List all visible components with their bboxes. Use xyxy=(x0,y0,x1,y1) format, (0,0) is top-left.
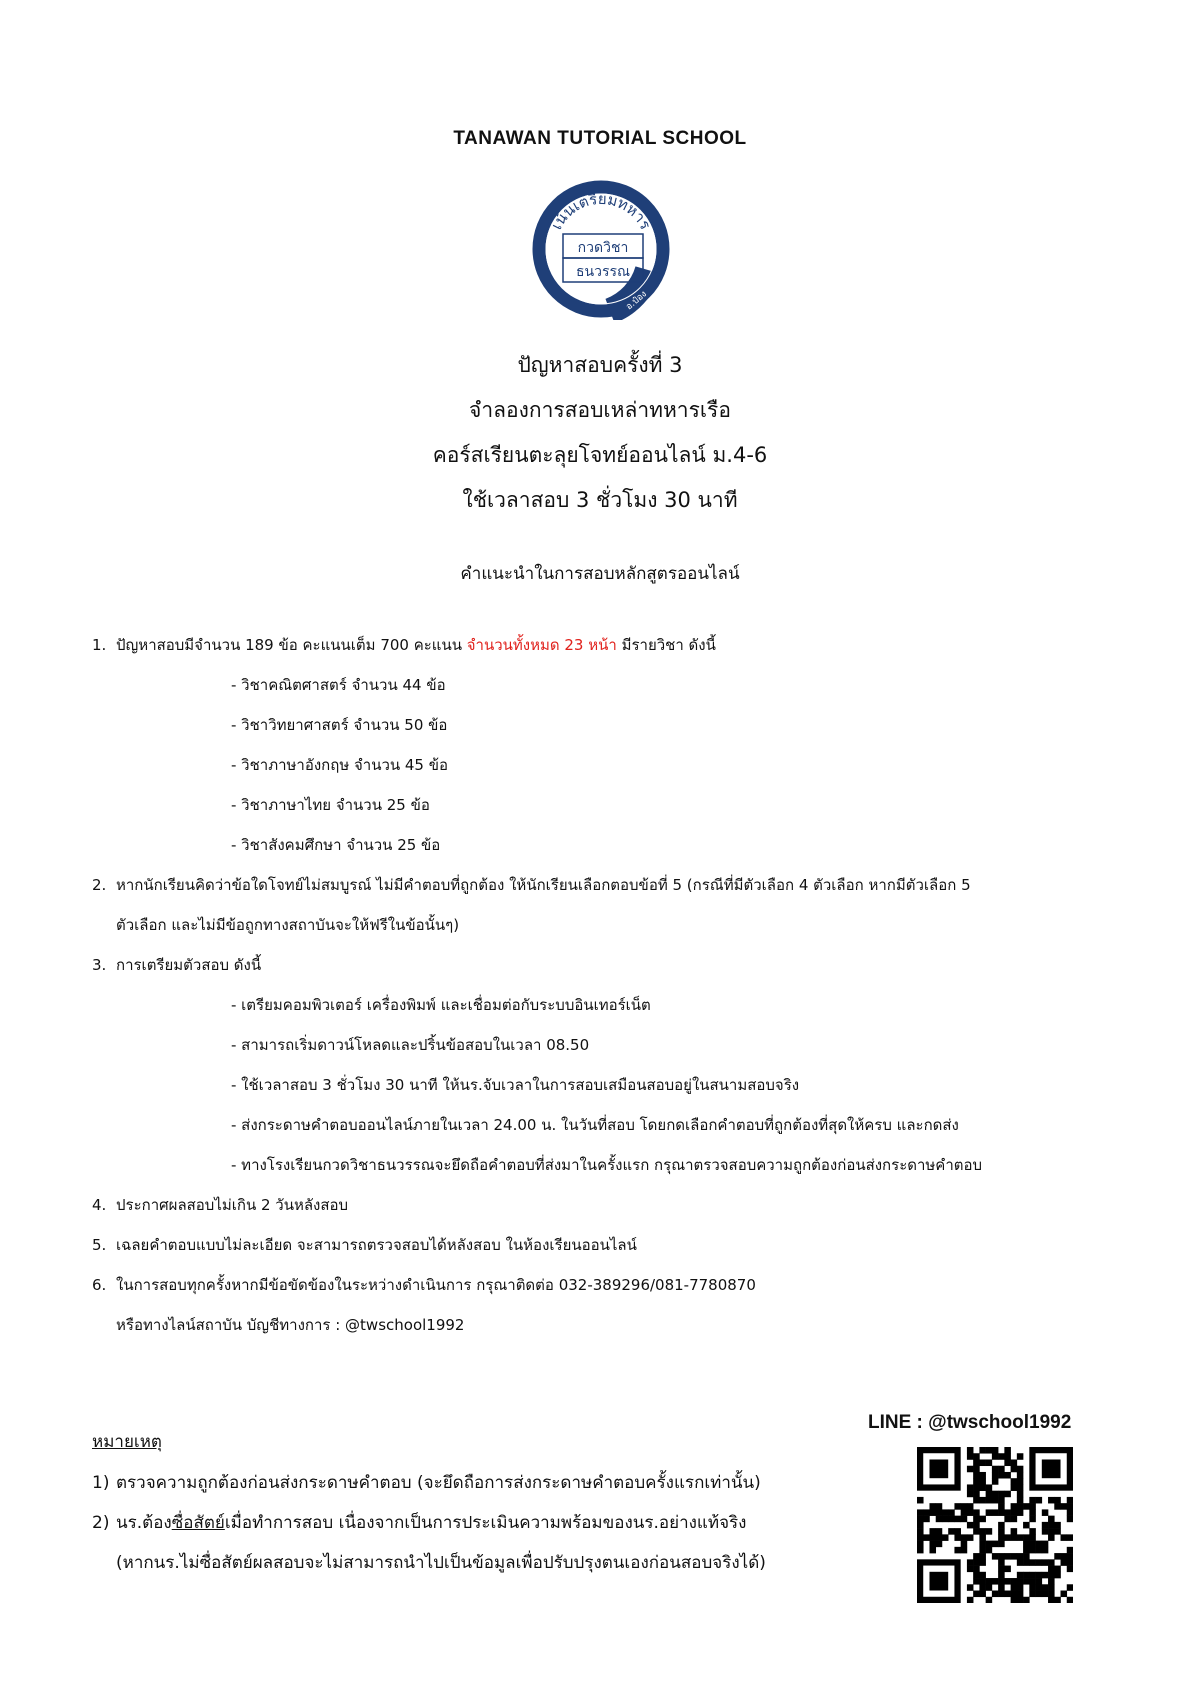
note-continuation: (หากนร.ไม่ซื่อสัตย์ผลสอบจะไม่สามารถนำไปเป็นข้อมูลเพื่อปรับปรุงตนเองก่อนสอบจริงได้) xyxy=(116,1553,766,1573)
item-text: เฉลยคำตอบแบบไม่ละเอียด จะสามารถตรวจสอบได้หลังสอบ ในห้องเรียนออนไลน์ xyxy=(116,1236,637,1254)
list-item xyxy=(92,865,1092,905)
qr-finder-pattern xyxy=(1042,1459,1061,1478)
sub-item: - วิชาคณิตศาสตร์ จำนวน 44 ข้อ xyxy=(231,676,446,694)
item-number: 2. xyxy=(92,876,107,894)
item-continuation: หรือทางไลน์สถาบัน บัญชีทางการ : @twschool1992 xyxy=(116,1316,465,1334)
list-item xyxy=(92,1225,1092,1265)
item-text: หากนักเรียนคิดว่าข้อใดโจทย์ไม่สมบูรณ์ ไม่มีคำตอบที่ถูกต้อง ให้นักเรียนเลือกตอบข้อที่ 5 (กรณีที่มีตัวเลือก 4 ตัวเลือก หากมีตัวเลือก 5 xyxy=(116,876,971,894)
qr-finder-pattern xyxy=(929,1459,948,1478)
list-item xyxy=(92,945,1092,985)
item-number: 1. xyxy=(92,636,107,654)
item-text: การเตรียมตัวสอบ ดังนี้ xyxy=(116,956,262,974)
list-item xyxy=(92,625,1092,665)
notes-list xyxy=(92,1463,852,1583)
sub-item: - วิชาวิทยาศาสตร์ จำนวน 50 ข้อ xyxy=(231,716,448,734)
sub-item: - ใช้เวลาสอบ 3 ชั่วโมง 30 นาที ให้นร.จับเวลาในการสอบเสมือนสอบอยู่ในสนามสอบจริง xyxy=(231,1076,800,1094)
list-item xyxy=(92,1265,1092,1305)
list-item xyxy=(92,1185,1092,1225)
honesty-emphasis: ซื่อสัตย์ xyxy=(171,1513,225,1533)
title-line-1: ปัญหาสอบครั้งที่ 3 xyxy=(517,353,683,377)
sub-item: - วิชาภาษาไทย จำนวน 25 ข้อ xyxy=(231,796,430,814)
sub-item: - เตรียมคอมพิวเตอร์ เครื่องพิมพ์ และเชื่อมต่อกับระบบอินเทอร์เน็ต xyxy=(231,996,651,1014)
qr-finder-pattern xyxy=(929,1572,948,1591)
item-number: 3. xyxy=(92,956,107,974)
line-qr-code xyxy=(917,1447,1073,1603)
logo-line1: กวดวิชา xyxy=(577,240,629,256)
item-text: ในการสอบทุกครั้งหากมีข้อขัดข้องในระหว่างดำเนินการ กรุณาติดต่อ 032-389296/081-7780870 xyxy=(116,1276,756,1294)
note-text: นร.ต้องซื่อสัตย์เมื่อทำการสอบ เนื่องจากเป็นการประเมินความพร้อมของนร.อย่างแท้จริง xyxy=(116,1513,747,1533)
sub-item: - สามารถเริ่มดาวน์โหลดและปริ้นข้อสอบในเวลา 08.50 xyxy=(231,1036,590,1054)
note-number: 2) xyxy=(92,1513,110,1533)
logo-badge-text: อ.ป๋อง xyxy=(624,289,649,313)
note-number: 1) xyxy=(92,1473,110,1493)
page-count-highlight: จำนวนทั้งหมด 23 หน้า xyxy=(466,636,617,654)
item-text: ปัญหาสอบมีจำนวน 189 ข้อ คะแนนเต็ม 700 คะแนน จำนวนทั้งหมด 23 หน้า มีรายวิชา ดังนี้ xyxy=(116,636,716,654)
notes-heading: หมายเหตุ xyxy=(92,1432,162,1452)
exam-title-block xyxy=(0,343,1200,523)
item-number: 5. xyxy=(92,1236,107,1254)
note-item xyxy=(92,1503,852,1543)
sub-item: - วิชาสังคมศึกษา จำนวน 25 ข้อ xyxy=(231,836,441,854)
item-number: 4. xyxy=(92,1196,107,1214)
instructions-list xyxy=(92,625,1092,1345)
sub-item: - ทางโรงเรียนกวดวิชาธนวรรณจะยึดถือคำตอบที่ส่งมาในครั้งแรก กรุณาตรวจสอบความถูกต้องก่อนส่งกระดาษคำตอบ xyxy=(231,1156,983,1174)
sub-item: - ส่งกระดาษคำตอบออนไลน์ภายในเวลา 24.00 น. ในวันที่สอบ โดยกดเลือกคำตอบที่ถูกต้องที่สุดให้ครบ และกดส่ง xyxy=(231,1116,959,1134)
item-number: 6. xyxy=(92,1276,107,1294)
title-line-4: ใช้เวลาสอบ 3 ชั่วโมง 30 นาที xyxy=(462,488,738,512)
note-text: ตรวจความถูกต้องก่อนส่งกระดาษคำตอบ (จะยึดถือการส่งกระดาษคำตอบครั้งแรกเท่านั้น) xyxy=(116,1473,761,1493)
school-logo xyxy=(530,178,672,320)
logo-arc-text: เน้นเตรียมทหาร xyxy=(547,189,655,233)
line-contact-label: LINE : @twschool1992 xyxy=(868,1412,1072,1433)
note-item xyxy=(92,1463,852,1503)
item-continuation: ตัวเลือก และไม่มีข้อถูกทางสถาบันจะให้ฟรีในข้อนั้นๆ) xyxy=(116,916,460,934)
title-line-3: คอร์สเรียนตะลุยโจทย์ออนไลน์ ม.4-6 xyxy=(432,443,768,467)
item-text: ประกาศผลสอบไม่เกิน 2 วันหลังสอบ xyxy=(116,1196,349,1214)
title-line-2: จำลองการสอบเหล่าทหารเรือ xyxy=(469,398,731,422)
instructions-title: คำแนะนำในการสอบหลักสูตรออนไลน์ xyxy=(460,564,740,584)
logo-line2: ธนวรรณ xyxy=(575,264,631,280)
school-name: TANAWAN TUTORIAL SCHOOL xyxy=(453,128,747,149)
sub-item: - วิชาภาษาอังกฤษ จำนวน 45 ข้อ xyxy=(231,756,449,774)
